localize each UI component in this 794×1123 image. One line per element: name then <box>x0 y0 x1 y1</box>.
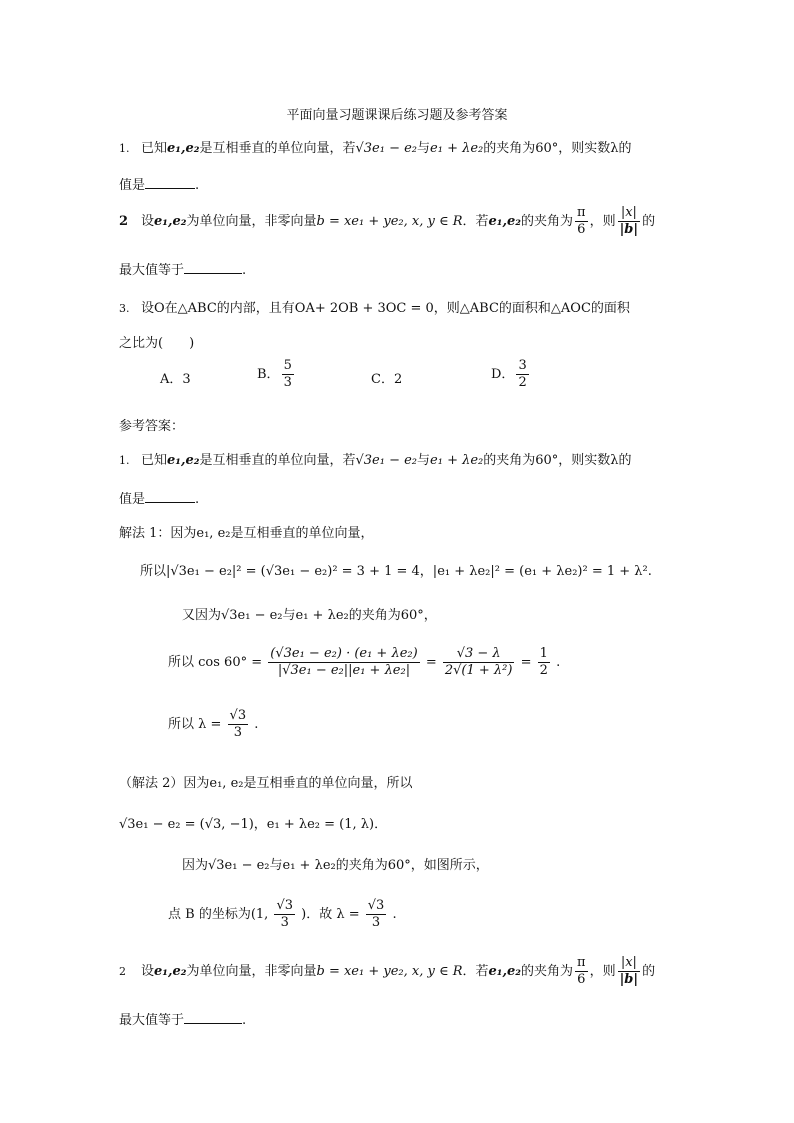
page-title: 平面向量习题课课后练习题及参考答案 <box>286 108 508 123</box>
method1-heading: 解法 1：因为e₁, e₂是互相垂直的单位向量， <box>119 526 374 541</box>
point-b-coords: 点 B 的坐标为(1, $\frac{√3}{3}$ )．故 λ = $\frac{√3}{3}$ . <box>168 898 397 930</box>
q2-number: 2 <box>119 214 129 229</box>
answer-blank <box>184 1011 242 1024</box>
ratio-fraction: $\frac{|x|}{|b|}$ <box>619 205 639 237</box>
angle-fraction: $\frac{\pi}{6}$ <box>577 205 586 237</box>
answer-blank <box>184 261 242 274</box>
method2-figure: 因为√3e₁ − e₂与e₁ + λe₂的夹角为60°，如图所示， <box>182 858 489 873</box>
q2-line2: 最大值等于 . <box>119 263 247 278</box>
lambda-result: 所以 λ = $\frac{√3}{3}$ . <box>168 708 259 740</box>
answer-q1-line2: 值是 . <box>119 492 200 507</box>
q2-line1: 2 设e₁,e₂为单位向量，非零向量b = xe₁ + ye₂, x, y ∈ R．若e₁,e₂的夹角为 $\frac{\pi}{6}$ ，则 $\frac{|x|}{|b|}$ 的 <box>119 205 656 237</box>
answer-q2-line1: 2 设e₁,e₂为单位向量，非零向量b = xe₁ + ye₂, x, y ∈ R．若e₁,e₂的夹角为 $\frac{\pi}{6}$ ，则 $\frac{|x|}{|b|}$ 的 <box>119 955 656 987</box>
option-c: C．2 <box>371 372 403 387</box>
q1-line1: 1. 已知e₁,e₂是互相垂直的单位向量，若√3e₁ − e₂与e₁ + λe₂的夹角为60°，则实数λ的 <box>119 141 632 156</box>
q3-line1: 3. 设O在△ABC的内部，且有OA+ 2OB + 3OC = 0，则△ABC的面积和△AOC的面积 <box>119 301 630 316</box>
method2-coords: √3e₁ − e₂ = (√3, −1)，e₁ + λe₂ = (1, λ)． <box>119 817 388 832</box>
option-a: A．3 <box>160 372 191 387</box>
option-b: B． $\frac{5}{3}$ <box>257 358 292 390</box>
method1-angle: 又因为√3e₁ − e₂与e₁ + λe₂的夹角为60°， <box>182 608 437 623</box>
method1-norms: 所以|√3e₁ − e₂|² = (√3e₁ − e₂)² = 3 + 1 = 4，|e₁ + λe₂|² = (e₁ + λe₂)² = 1 + λ². <box>140 564 652 579</box>
answer-q1-line1: 1. 已知e₁,e₂是互相垂直的单位向量，若√3e₁ − e₂与e₁ + λe₂的夹角为60°，则实数λ的 <box>119 453 632 468</box>
method2-heading: （解法 2）因为e₁, e₂是互相垂直的单位向量，所以 <box>119 776 413 791</box>
option-d: D． $\frac{3}{2}$ <box>491 358 527 390</box>
answer-q2-line2: 最大值等于 . <box>119 1013 247 1028</box>
answer-blank <box>145 490 195 503</box>
q1-number: 1. <box>119 142 130 155</box>
answer-blank <box>145 176 195 189</box>
answers-heading: 参考答案： <box>119 419 185 434</box>
q3-number: 3. <box>119 302 130 315</box>
q1-line2: 值是 . <box>119 178 200 193</box>
cosine-equation: 所以 cos 60° = $\frac{\text{(√3e₁ − e₂) · (e₁ + λe₂)}}{\text{|√3e₁ − e₂||e₁ + λe₂|}}$ = $\frac{√3 - \lambda}{\text{2√(1 + λ²)}}$ = $\frac{1}{2}$ . <box>168 646 561 678</box>
q3-line2: 之比为( ) <box>119 336 195 351</box>
